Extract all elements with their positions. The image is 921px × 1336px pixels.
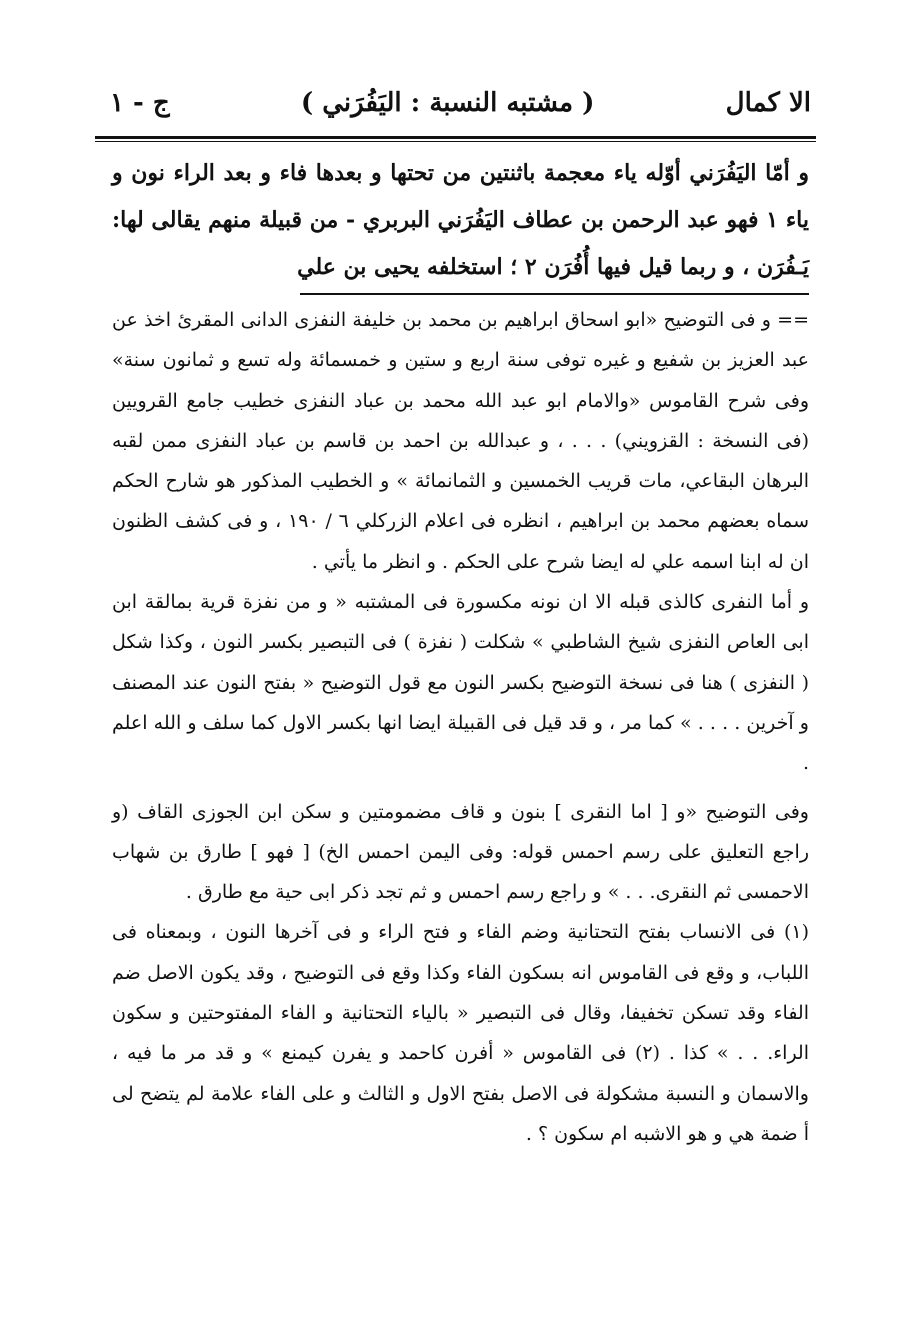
note-nuqri: وفى التوضيح «و [ اما النقرى ] بنون و قاف مضمومتين و سكن ابن الجوزى القاف (و راجع التعليق على رسم احمس قوله: وفى اليمن احمس الخ) [ فهو ] طارق بن شهاب الاحمسى ثم النقرى. . . » و راجع رسم احمس و ثم تجد ذكر ابى حية مع طارق .	[112, 800, 809, 904]
header-volume-page: ج - ١	[110, 88, 170, 118]
main-paragraph: و أمّا اليَفُرَني أوّله ياء معجمة باثنتين من تحتها و بعدها فاء و بعد الراء نون و ياء ١ فهو عبد الرحمن بن عطاف اليَفُرَني البربري - من قبيلة منهم يقالى لها: يَـفُرَن ، و ربما قيل فيها أُفُرَن ٢ ؛ استخلفه يحيى بن علي	[112, 160, 809, 280]
header-rule-thin	[95, 141, 816, 142]
header-section-title: ( مشتبه النسبة : اليَفُرَني )	[300, 88, 595, 118]
note-tawdih-nafzi: == و فى التوضيح «ابو اسحاق ابراهيم بن محمد بن خليفة النفزى الدانى المقرئ اخذ عن عبد العزيز بن شفيع و غيره توفى سنة اربع و ستين و خمسمائة وله تسع و ثمانون سنة» وفى شرح القاموس «والامام ابو عبد الله محمد بن عباد النفزى خطيب جامع القرويين (فى النسخة : القزويني) . . . ، و عبدالله بن احمد بن قاسم بن عباد النفزى ممن لقبه البرهان البقاعي، مات قريب الخمسين و الثمانمائة » و الخطيب المذكور هو شارح الحكم سماه بعضهم محمد بن ابراهيم ، انظره فى اعلام الزركلي ٦ / ١٩٠ ، و فى كشف الظنون ان له ابنا اسمه علي له ايضا شرح على الحكم . و انظر ما يأتي .	[112, 309, 810, 573]
note-nifzi: و أما النفرى كالذى قبله الا ان نونه مكسورة فى المشتبه « و من نفزة قرية بمالقة ابن ابى العاص النفزى شيخ الشاطبي » شكلت ( نفزة ) فى التبصير بكسر النون ، وكذا شكل ( النفزى ) هنا فى نسخة التوضيح بكسر النون مع قول التوضيح « بفتح النون عند المصنف و آخرين . . . . » كما مر ، و قد قيل فى القبيلة ايضا انها بكسر الاول كما سلف و الله اعلم .	[112, 591, 809, 775]
main-text	[112, 150, 809, 291]
footnote-rule	[300, 293, 809, 295]
header-book-title: الا كمال	[725, 88, 811, 118]
footnotes	[112, 300, 809, 1154]
page-header	[110, 78, 811, 128]
header-rule	[95, 136, 816, 139]
note-numbered: (١) فى الانساب بفتح التحتانية وضم الفاء و فتح الراء و فى آخرها النون ، وبمعناه فى اللباب، و وقع فى القاموس انه بسكون الفاء وكذا وقع فى التوضيح ، وقد يكون الاصل ضم الفاء وقد تسكن تخفيفا، وقال فى التبصير « بالياء التحتانية و الفاء المفتوحتين و سكون الراء. . . » كذا . (٢) فى القاموس « أفرن كاحمد و يفرن كيمنع » و قد مر ما فيه ، والاسمان و النسبة مشكولة فى الاصل بفتح الاول و الثالث و على الفاء علامة لم يتضح لى أ ضمة هي و هو الاشبه ام سكون ؟ .	[112, 921, 809, 1145]
